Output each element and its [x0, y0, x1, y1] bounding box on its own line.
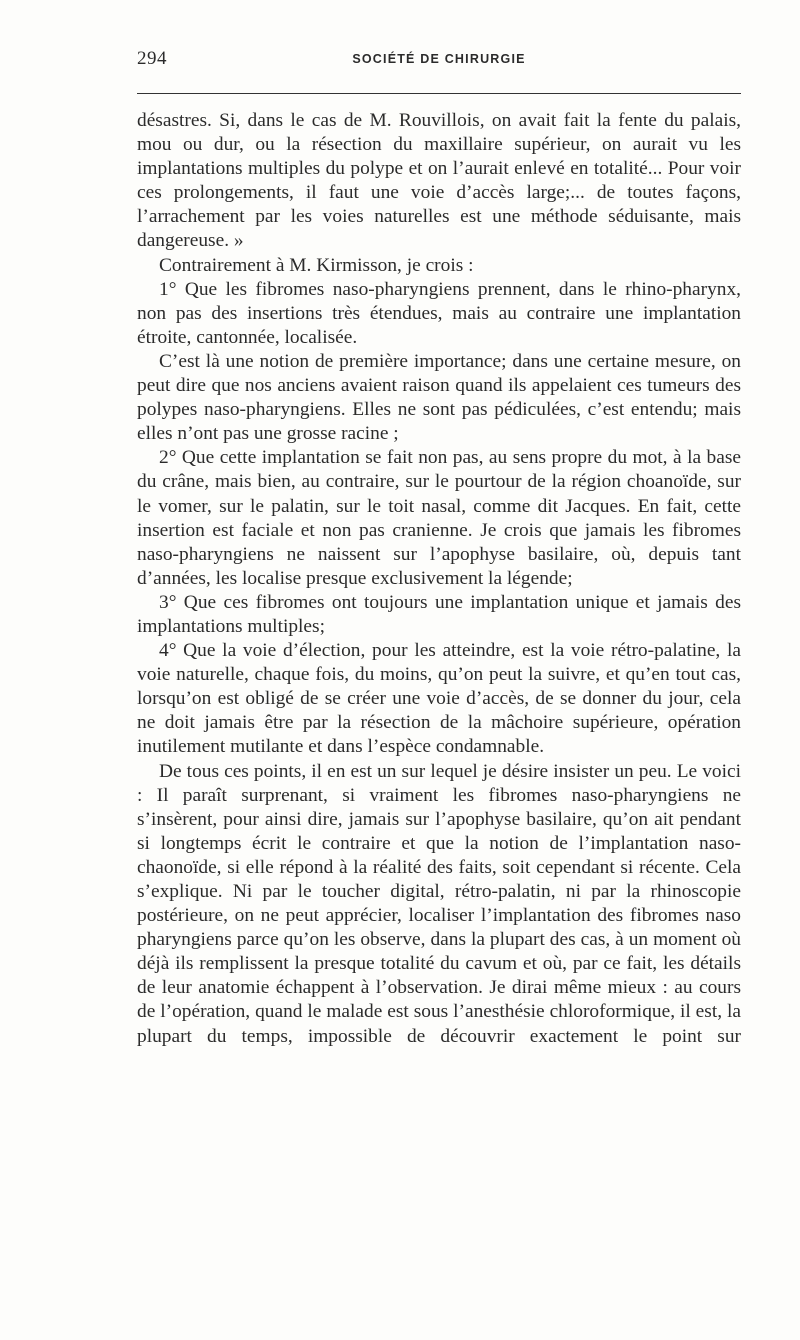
paragraph-point-1: 1° Que les fibromes naso-pharyngiens prennent, dans le rhino-pharynx, non pas des insertions très étendues, mais au contraire une implantation étroite, cantonnée, localisée.	[137, 278, 741, 348]
paragraph-point-4: 4° Que la voie d’élection, pour les atteindre, est la voie rétro-palatine, la voie naturelle, chaque fois, du moins, qu’on peut la suivre, et qu’en tout cas, lorsqu’on est obligé de se créer une voie d’accès, de se donner du jour, cela ne doit jamais être par la résection de la mâchoire supérieure, opération inutilement mutilante et dans l’espèce condamnable.	[137, 640, 741, 758]
paragraph-point-3: 3° Que ces fibromes ont toujours une implantation unique et jamais des implantations multiples;	[137, 591, 741, 637]
page-header	[137, 48, 741, 72]
paragraph-intro: Contrairement à M. Kirmisson, je crois :	[159, 254, 474, 276]
running-head: SOCIÉTÉ DE CHIRURGIE	[352, 52, 526, 66]
paragraph-point-2: 2° Que cette implantation se fait non pas, au sens propre du mot, à la base du crâne, mais bien, au contraire, sur le pourtour de la région choanoïde, sur le vomer, sur le palatin, sur le toit nasal, comme dit Jacques. En fait, cette insertion est faciale et non pas cranienne. Je crois que jamais les fibromes naso-pharyngiens ne naissent sur l’apophyse basilaire, où, depuis tant d’années, les localise presque exclusivement la légende;	[137, 447, 741, 589]
header-rule	[137, 93, 741, 94]
page-number: 294	[137, 48, 167, 69]
paragraph-continuation: désastres. Si, dans le cas de M. Rouvillois, on avait fait la fente du palais, mou ou dur, ou la résection du maxillaire supérieur, on aurait vu les implantations multiples du polype et on l’aurait enlevé en totalité... Pour voir ces prolongements, il faut une voie d’accès large;... de toutes façons, l’arrachement par les voies naturelles est une méthode séduisante, mais dangereuse. »	[137, 110, 741, 252]
paragraph-point-1-comment: C’est là une notion de première importance; dans une certaine mesure, on peut dire que nos anciens avaient raison quand ils appelaient ces tumeurs des polypes naso-pharyngiens. Elles ne sont pas pédiculées, c’est entendu; mais elles n’ont pas une grosse racine ;	[137, 350, 741, 445]
paragraph-discussion: De tous ces points, il en est un sur lequel je désire insister un peu. Le voici : Il paraît surprenant, si vraiment les fibromes naso-pharyngiens ne s’insèrent, pour ainsi dire, jamais sur l’apophyse basilaire, qu’on ait pendant si longtemps écrit le contraire et que la notion de l’implantation naso-chaonoïde, si elle répond à la réalité des faits, soit cependant si récente. Cela s’explique. Ni par le toucher digital, rétro-palatin, ni par la rhinoscopie postérieure, on ne peut apprécier, localiser l’implantation des fibromes naso pharyngiens parce qu’on les observe, dans la plupart des cas, à un moment où déjà ils remplissent la presque totalité du cavum et où, par ce fait, les détails de leur anatomie échappent à l’observation. Je dirai même mieux : au cours de l’opération, quand le malade est sous l’anesthésie chloroformique, il est, la plupart du temps, impossible de découvrir exactement le point sur	[137, 760, 741, 1047]
body-text	[137, 109, 741, 1049]
